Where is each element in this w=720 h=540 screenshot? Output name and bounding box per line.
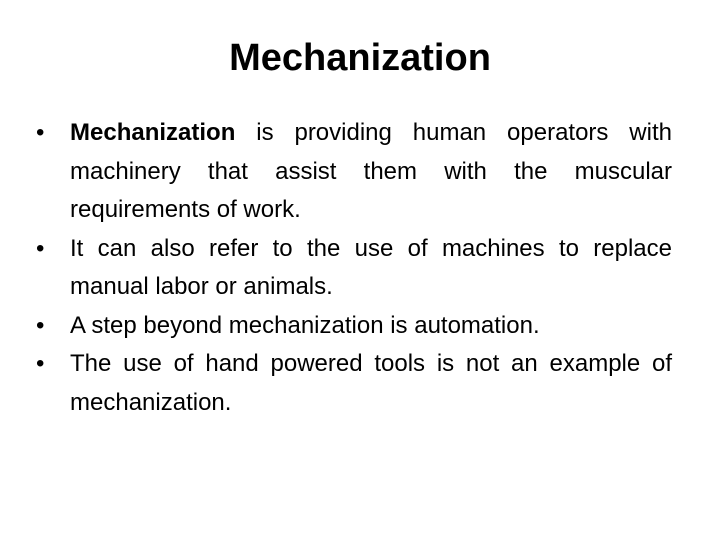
bullet-text: The use of hand powered tools is not an example of mechanization. (70, 350, 672, 416)
bullet-icon: • (36, 234, 45, 262)
bullet-item (36, 114, 672, 230)
bullet-item (36, 307, 672, 346)
slide-title: Mechanization (229, 37, 491, 79)
bullet-icon: • (36, 119, 45, 146)
bullet-item (36, 345, 672, 422)
bullet-text: is providing human operators with machinery that assist them with the muscular requirements of work. (70, 119, 672, 223)
bullet-lead-term: Mechanization (70, 119, 236, 146)
bullet-item (36, 230, 672, 307)
bullet-icon: • (36, 350, 45, 377)
bullet-text: A step beyond mechanization is automation. (70, 311, 540, 339)
bullet-list (36, 114, 672, 422)
bullet-text: It can also refer to the use of machines to replace manual labor or animals. (70, 234, 672, 300)
bullet-icon: • (36, 311, 45, 339)
